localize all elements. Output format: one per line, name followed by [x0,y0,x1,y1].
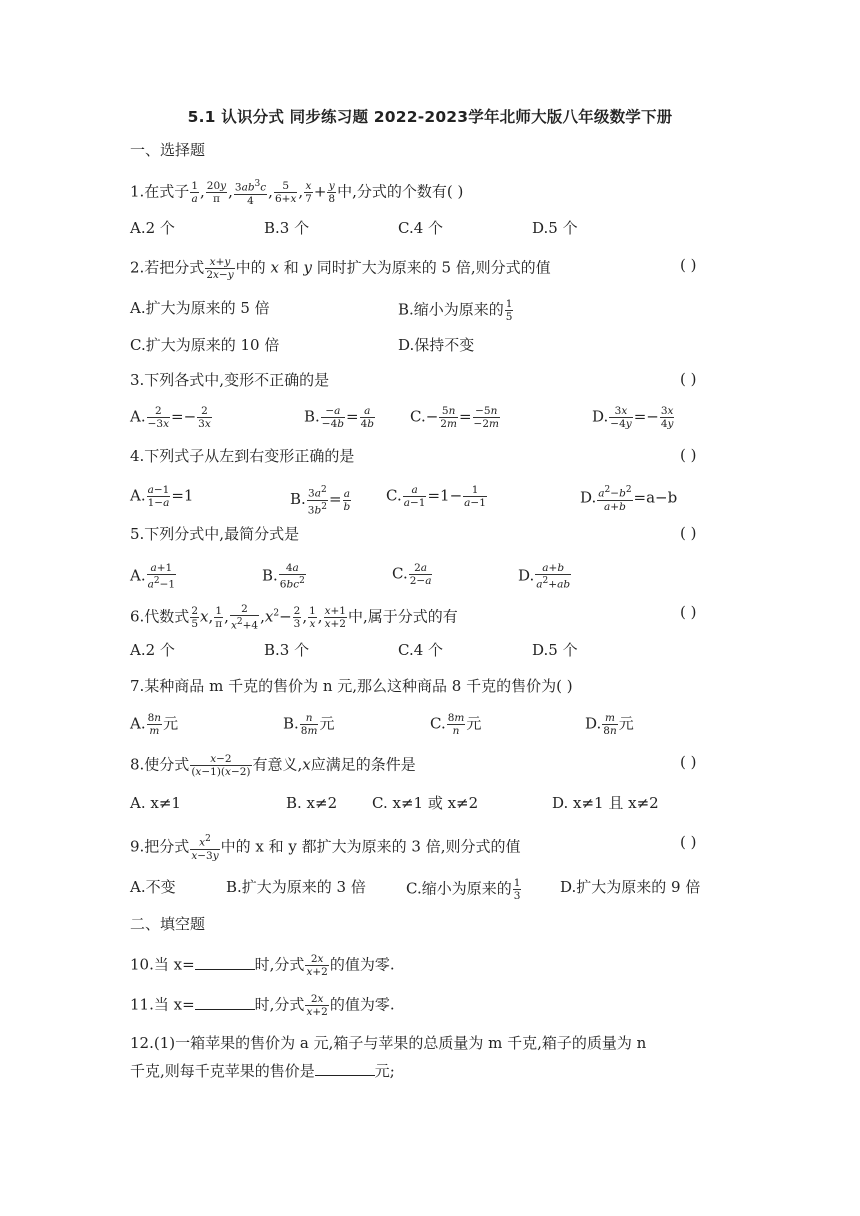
fraction: $\frac{a}{4b}$ [360,405,375,430]
fraction: $\frac{y}{8}$ [328,179,336,205]
question-5: 5.下列分式中,最简分式是 [130,525,300,543]
page-title: 5.1 认识分式 同步练习题 2022-2023学年北师大版八年级数学下册 [187,108,673,126]
q2-option-a[interactable]: A.扩大为原来的 5 倍 [130,299,270,317]
answer-paren[interactable]: ( ) [680,603,697,621]
q7-option-c[interactable]: C. $\frac{8m}{n}$ 元 [430,712,482,737]
fraction: $\frac{1}{a-1}$ [464,484,486,509]
q8-option-d[interactable]: D. x≠1 且 x≠2 [552,794,659,812]
fraction: $\frac{a}{b}$ [343,487,351,513]
fraction: $\frac{a+b}{a^2+ab}$ [536,562,571,591]
question-11: 11.当 x= 时,分式 $\frac{2x}{x+2}$ 的值为零. [130,993,395,1018]
fraction: $\frac{8n}{m}$ [147,712,162,737]
fraction: $\frac{2x}{x+2}$ [306,953,328,978]
answer-blank[interactable] [195,995,255,1010]
fraction: $\frac{x^2}{x-3y}$ [191,834,219,862]
question-3: 3.下列各式中,变形不正确的是 [130,371,330,389]
fraction: $\frac{3x}{4y}$ [660,405,674,430]
fraction: $\frac{-a}{-4b}$ [321,405,345,430]
q2-option-c[interactable]: C.扩大为原来的 10 倍 [130,336,280,354]
answer-paren[interactable]: ( ) [680,753,697,771]
q8-option-b[interactable]: B. x≠2 [286,794,338,812]
fraction: $\frac{3ab^3c}{4}$ [234,179,267,207]
q6-option-b[interactable]: B.3 个 [264,641,310,659]
q3-option-a[interactable]: A. $\frac{2}{-3x}$ =− $\frac{2}{3x}$ [130,405,211,430]
answer-paren[interactable]: ( ) [680,833,697,851]
fraction: $\frac{n}{8m}$ [300,712,318,737]
fraction: $\frac{3x}{-4y}$ [610,405,632,430]
fraction: $\frac{1}{x}$ [309,604,316,630]
fraction: $\frac{5}{6+x}$ [274,179,297,205]
fraction: $\frac{a}{a-1}$ [403,484,426,509]
fraction: $\frac{x-2}{(x-1)(x-2)}$ [191,753,251,778]
answer-blank[interactable] [195,955,255,970]
q9-option-a[interactable]: A.不变 [130,878,176,896]
q4-option-d[interactable]: D. $\frac{a^2-b^2}{a+b}$ =a−b [580,485,678,513]
fraction: $\frac{1}{3}$ [513,877,521,902]
q1-option-b[interactable]: B.3 个 [264,219,310,237]
answer-paren[interactable]: ( ) [680,256,697,274]
fraction: $\frac{4a}{6bc^2}$ [279,562,305,591]
fraction: $\frac{5n}{2m}$ [440,405,457,430]
question-7: 7.某种商品 m 千克的售价为 n 元,那么这种商品 8 千克的售价为( ) [130,677,573,695]
q5-option-d[interactable]: D. $\frac{a+b}{a^2+ab}$ [518,562,571,591]
fraction: $\frac{3a^2}{3b^2}$ [307,485,327,516]
question-1: 1.在式子 $\frac{1}{a}$ , $\frac{20y}{\pi}$ , $\frac{3ab^3c}{4}$ , $\frac{5}{6+x}$ , $\frac{x}{7}$ + $\frac{y}{8}$ 中,分式的个数有( ) [130,179,464,207]
q4-option-b[interactable]: B. $\frac{3a^2}{3b^2}$ = $\frac{a}{b}$ [290,485,351,516]
answer-blank[interactable] [315,1061,375,1076]
q7-option-a[interactable]: A. $\frac{8n}{m}$ 元 [130,712,179,737]
fraction: $\frac{1}{\pi}$ [215,604,223,630]
fraction: $\frac{x}{7}$ [305,179,312,205]
fraction: $\frac{a-1}{1-a}$ [147,484,170,509]
q6-option-a[interactable]: A.2 个 [130,641,175,659]
q1-option-c[interactable]: C.4 个 [398,219,444,237]
q1-option-a[interactable]: A.2 个 [130,219,175,237]
question-8: 8.使分式 $\frac{x-2}{(x-1)(x-2)}$ 有意义,x应满足的条件是 [130,753,416,778]
fraction: $\frac{a^2-b^2}{a+b}$ [598,485,632,513]
fraction: $\frac{-5n}{-2m}$ [473,405,499,430]
question-6: 6.代数式 $\frac{2}{5}$ x, $\frac{1}{\pi}$ , $\frac{2}{x^2+4}$ $,x^2-$ $\frac{2}{3}$ , $\frac{1}{x}$ , $\frac{x+1}{x+2}$ 中,属于分式的有 [130,603,458,632]
q3-option-d[interactable]: D. $\frac{3x}{-4y}$ =− $\frac{3x}{4y}$ [592,405,674,430]
fraction: $\frac{2}{x^2+4}$ [230,603,259,632]
q8-option-a[interactable]: A. x≠1 [130,794,181,812]
fraction: $\frac{2}{3x}$ [198,405,211,430]
question-12-line-2: 千克,则每千克苹果的售价是 元; [130,1062,395,1080]
q6-option-d[interactable]: D.5 个 [532,641,578,659]
q7-option-b[interactable]: B. $\frac{n}{8m}$ 元 [283,712,335,737]
fraction: $\frac{1}{a}$ [191,179,198,205]
fraction: $\frac{2}{5}$ [191,604,198,630]
q2-option-d[interactable]: D.保持不变 [398,336,475,354]
question-12-line-1: 12.(1)一箱苹果的售价为 a 元,箱子与苹果的总质量为 m 千克,箱子的质量为 n [130,1034,647,1052]
fraction: $\frac{a+1}{a^2-1}$ [147,562,176,591]
q9-option-c[interactable]: C.缩小为原来的 $\frac{1}{3}$ [406,877,521,902]
q4-option-c[interactable]: C. $\frac{a}{a-1}$ =1− $\frac{1}{a-1}$ [386,484,486,509]
section-choice-heading: 一、选择题 [130,141,206,159]
q5-option-b[interactable]: B. $\frac{4a}{6bc^2}$ [262,562,305,591]
fraction: $\frac{x+y}{2x-y}$ [206,256,234,281]
q9-option-d[interactable]: D.扩大为原来的 9 倍 [560,878,701,896]
q5-option-a[interactable]: A. $\frac{a+1}{a^2-1}$ [130,562,176,591]
fraction: $\frac{8m}{n}$ [447,712,465,737]
q7-option-d[interactable]: D. $\frac{m}{8n}$ 元 [585,712,634,737]
q2-option-b[interactable]: B.缩小为原来的 $\frac{1}{5}$ [398,298,513,323]
q6-option-c[interactable]: C.4 个 [398,641,444,659]
q5-option-c[interactable]: C. $\frac{2a}{2-a}$ [392,562,432,587]
question-2: 2.若把分式 $\frac{x+y}{2x-y}$ 中的 x 和 y 同时扩大为原来的 5 倍,则分式的值 [130,256,551,281]
answer-paren[interactable]: ( ) [680,446,697,464]
fraction: $\frac{2a}{2-a}$ [409,562,432,587]
answer-paren[interactable]: ( ) [680,524,697,542]
q3-option-b[interactable]: B. $\frac{-a}{-4b}$ = $\frac{a}{4b}$ [304,405,375,430]
fraction: $\frac{m}{8n}$ [603,712,617,737]
fraction: $\frac{x+1}{x+2}$ [324,604,346,630]
fraction: $\frac{2}{3}$ [293,604,301,630]
q1-option-d[interactable]: D.5 个 [532,219,578,237]
q9-option-b[interactable]: B.扩大为原来的 3 倍 [226,878,366,896]
question-10: 10.当 x= 时,分式 $\frac{2x}{x+2}$ 的值为零. [130,953,395,978]
section-fill-heading: 二、填空题 [130,915,206,933]
answer-paren[interactable]: ( ) [680,370,697,388]
fraction: $\frac{1}{5}$ [505,298,513,323]
fraction: $\frac{2x}{x+2}$ [306,993,328,1018]
question-4: 4.下列式子从左到右变形正确的是 [130,447,355,465]
q4-option-a[interactable]: A. $\frac{a-1}{1-a}$ =1 [130,484,194,509]
fraction: $\frac{2}{-3x}$ [147,405,170,430]
fraction: $\frac{20y}{\pi}$ [206,179,227,205]
q3-option-c[interactable]: C.− $\frac{5n}{2m}$ = $\frac{-5n}{-2m}$ [410,405,499,430]
question-9: 9.把分式 $\frac{x^2}{x-3y}$ 中的 x 和 y 都扩大为原来的 3 倍,则分式的值 [130,834,521,862]
q8-option-c[interactable]: C. x≠1 或 x≠2 [372,794,479,812]
